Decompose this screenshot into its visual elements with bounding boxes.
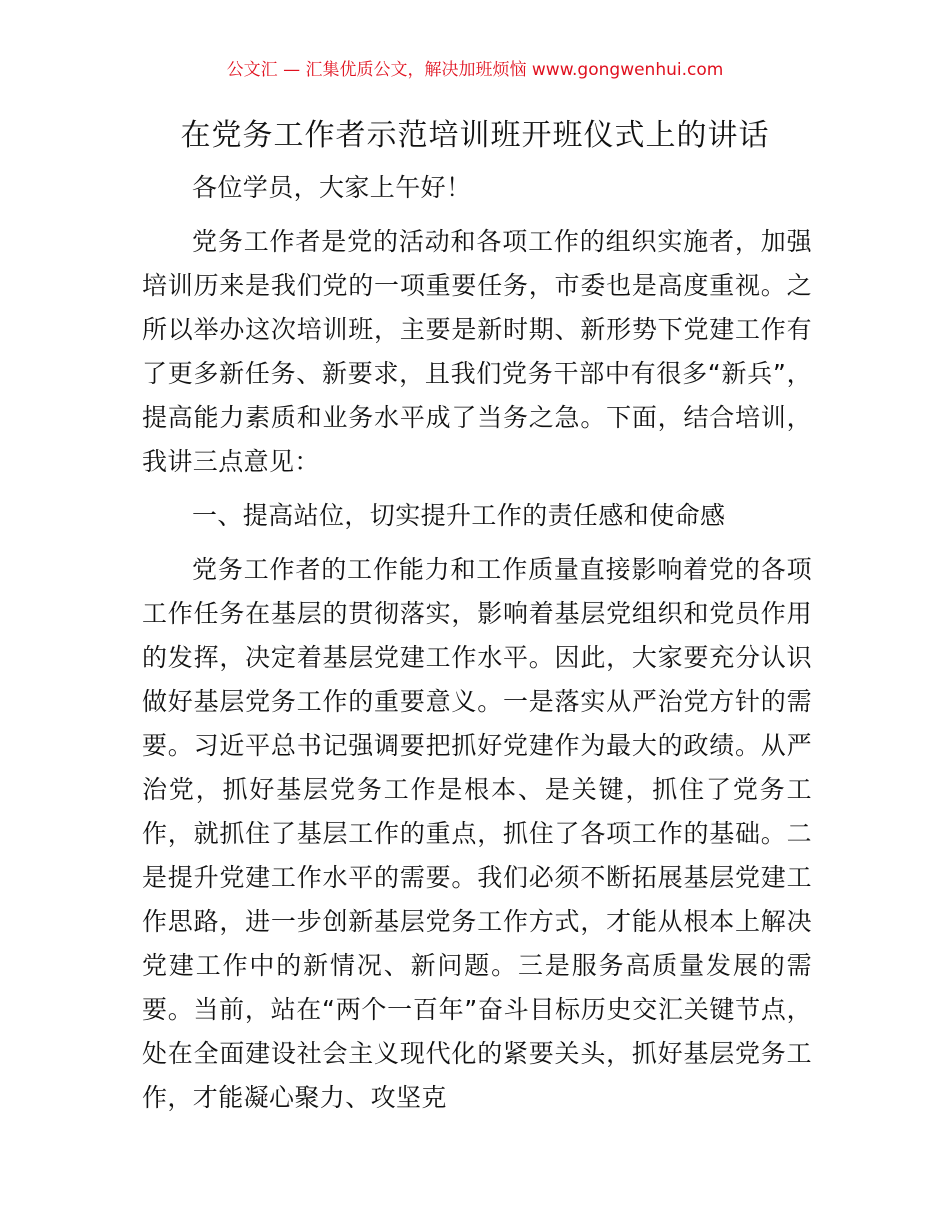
section-1-paragraph: 党务工作者的工作能力和工作质量直接影响着党的各项工作任务在基层的贯彻落实，影响着基层党组织和党员作用的发挥，决定着基层党建工作水平。因此，大家要充分认识做好基层党务工作的重要意义。一是落实从严治党方针的需要。习近平总书记强调要把抓好党建作为最大的政绩。从严治党，抓好基层党务工作是根本、是关键，抓住了党务工作，就抓住了基层工作的重点，抓住了各项工作的基础。二是提升党建工作水平的需要。我们必须不断拓展基层党建工作思路，进一步创新基层党务工作方式，才能从根本上解决党建工作中的新情况、新问题。三是服务高质量发展的需要。当前，站在“两个一百年”奋斗目标历史交汇关键节点，处在全面建设社会主义现代化的紧要关头，抓好基层党务工作，才能凝心聚力、攻坚克 xyxy=(142,555,812,1112)
site-banner: 公文汇 — 汇集优质公文，解决加班烦恼 www.gongwenhui.com xyxy=(226,60,724,80)
intro-paragraph: 党务工作者是党的活动和各项工作的组织实施者，加强培训历来是我们党的一项重要任务，市委也是高度重视。之所以举办这次培训班，主要是新时期、新形势下党建工作有了更多新任务、新要求，且我们党务干部中有很多“新兵”，提高能力素质和业务水平成了当务之急。下面，结合培训，我讲三点意见： xyxy=(142,227,812,476)
greeting: 各位学员，大家上午好！ xyxy=(192,173,472,202)
section-heading-1: 一、提高站位，切实提升工作的责任感和使命感 xyxy=(192,501,726,530)
document-title: 在党务工作者示范培训班开班仪式上的讲话 xyxy=(180,118,770,153)
document-body xyxy=(142,166,812,1120)
